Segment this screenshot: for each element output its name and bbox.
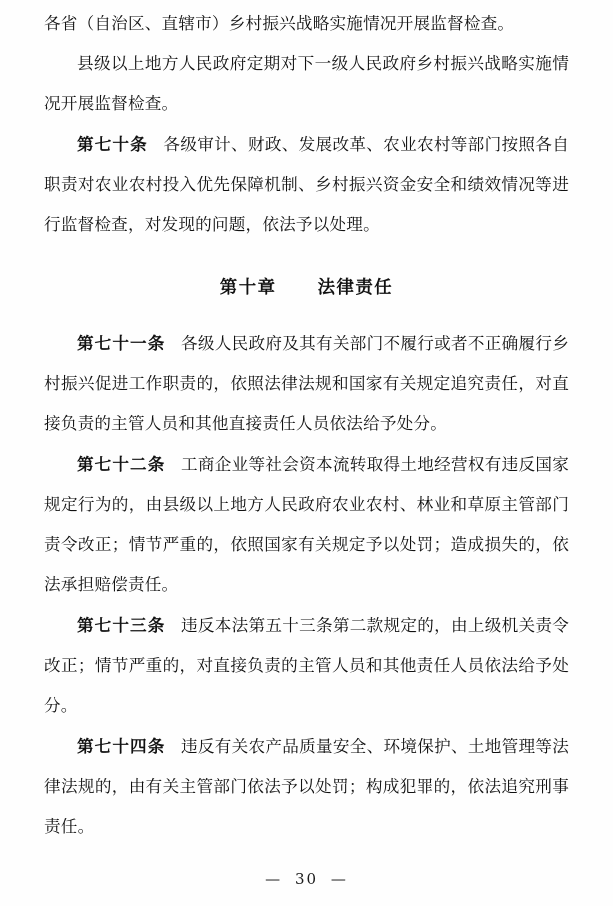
paragraph-supervision-county	[44, 44, 569, 124]
article-label: 第七十四条	[77, 736, 166, 756]
article-72	[44, 444, 569, 605]
article-text: 各级人民政府及其有关部门不履行或者不正确履行乡村振兴促进工作职责的，依照法律法规和国家有关规定追究责任，对直接负责的主管人员和其他直接责任人员依法给予处分。	[44, 334, 570, 433]
article-74	[44, 726, 569, 847]
article-text: 工商企业等社会资本流转取得土地经营权有违反国家规定行为的，由县级以上地方人民政府农业农村、林业和草原主管部门责令改正；情节严重的，依照国家有关规定予以处罚；造成损失的，依法承担赔偿责任。	[44, 455, 570, 594]
page-number: 30	[294, 870, 319, 888]
paragraph-text: 各省（自治区、直辖市）乡村振兴战略实施情况开展监督检查。	[44, 14, 515, 33]
paragraph-text: 县级以上地方人民政府定期对下一级人民政府乡村振兴战略实施情况开展监督检查。	[44, 54, 569, 113]
article-73	[44, 605, 569, 726]
article-label: 第七十三条	[77, 615, 166, 635]
article-label: 第七十一条	[77, 333, 166, 353]
footer-dash-left: —	[265, 870, 283, 888]
article-70	[44, 124, 569, 245]
article-text: 违反有关农产品质量安全、环境保护、土地管理等法律法规的，由有关主管部门依法予以处罚；构成犯罪的，依法追究刑事责任。	[44, 737, 570, 836]
article-label: 第七十条	[77, 134, 148, 154]
article-71	[44, 323, 569, 444]
page-footer	[0, 870, 613, 888]
footer-dash-right: —	[330, 870, 348, 888]
chapter-heading	[44, 271, 569, 305]
article-text: 违反本法第五十三条第二款规定的，由上级机关责令改正；情节严重的，对直接负责的主管人员和其他责任人员依法给予处分。	[44, 616, 570, 715]
chapter-number: 第十章	[219, 278, 277, 298]
chapter-title: 法律责任	[317, 278, 394, 298]
document-body	[44, 0, 569, 847]
article-text: 各级审计、财政、发展改革、农业农村等部门按照各自职责对农业农村投入优先保障机制、乡村振兴资金安全和绩效情况等进行监督检查，对发现的问题，依法予以处理。	[44, 135, 569, 234]
article-label: 第七十二条	[77, 454, 166, 474]
paragraph-supervision-provincial	[44, 4, 569, 44]
